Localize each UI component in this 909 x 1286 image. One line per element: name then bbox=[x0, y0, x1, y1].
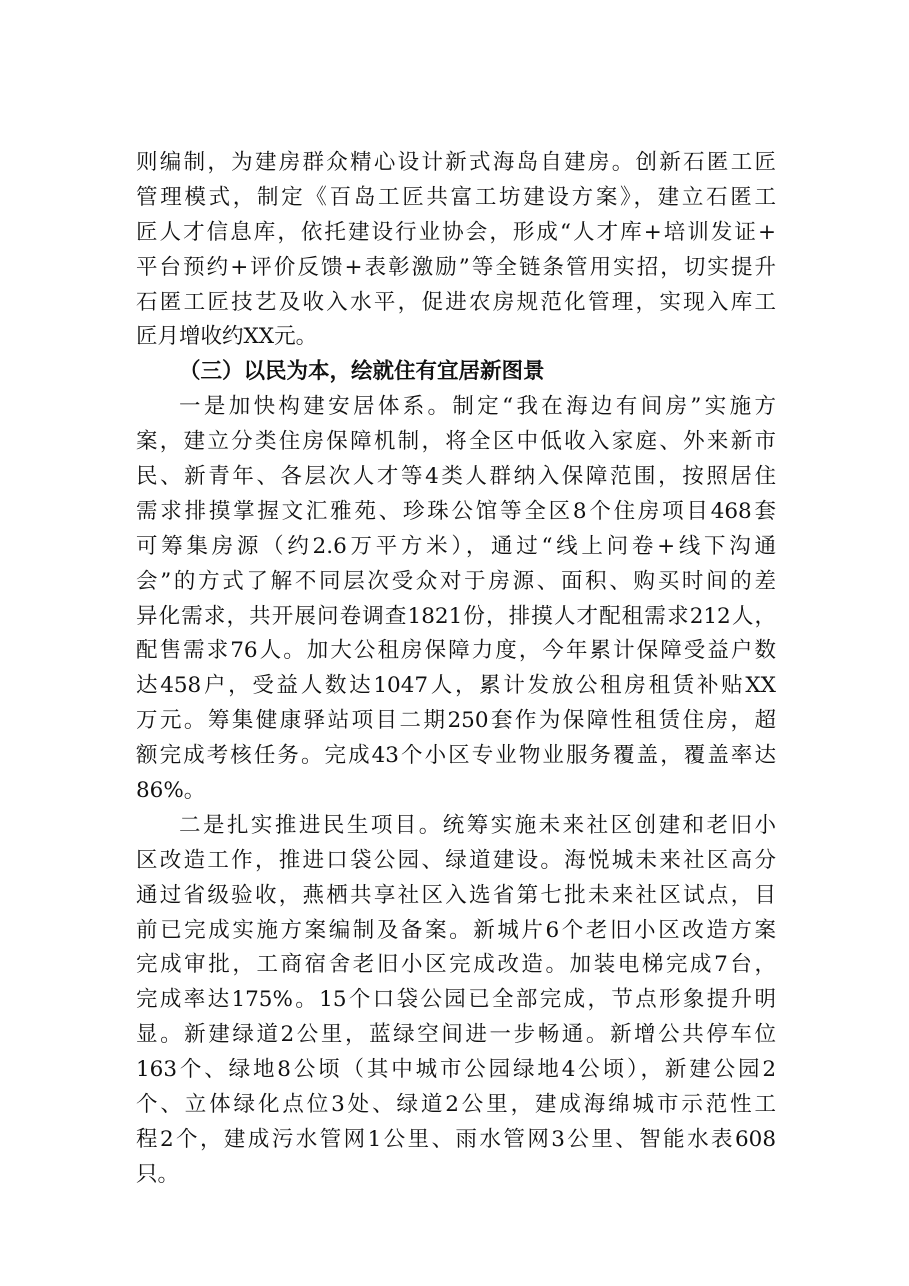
text-line: 一是加快构建安居体系。制定“我在海边有间房”实施方 bbox=[179, 394, 776, 420]
text-line: 前已完成实施方案编制及备案。新城片6个老旧小区改造方案 bbox=[136, 917, 776, 943]
text-line: 则编制，为建房群众精心设计新式海岛自建房。创新石匿工匠 bbox=[136, 150, 776, 175]
text-line: 额完成考核任务。完成43个小区专业物业服务覆盖，覆盖率达 bbox=[136, 743, 776, 769]
text-line: 二是扎实推进民生项目。统筹实施未来社区创建和老旧小 bbox=[179, 812, 776, 838]
text-line: 区改造工作，推进口袋公园、绿道建设。海悦城未来社区高分 bbox=[136, 847, 776, 873]
text-line: 石匿工匠技艺及收入水平，促进农房规范化管理，实现入库工 bbox=[136, 289, 776, 315]
text-line: 通过省级验收，燕栖共享社区入选省第七批未来社区试点，目 bbox=[136, 882, 776, 908]
text-line: 管理模式，制定《百岛工匠共富工坊建设方案》，建立石匿工 bbox=[136, 184, 776, 210]
text-line: 程2个，建成污水管网1公里、雨水管网3公里、智能水表608 bbox=[136, 1126, 776, 1152]
text-line: 匠月增收约XX元。 bbox=[136, 324, 318, 350]
text-line: 可筹集房源（约2.6万平方米），通过“线上问卷+线下沟通 bbox=[136, 533, 776, 559]
text-line: 86%。 bbox=[136, 778, 206, 804]
text-line: 达458户，受益人数达1047人，累计发放公租房租赁补贴XX bbox=[136, 673, 776, 699]
text-line: 个、立体绿化点位3处、绿道2公里，建成海绵城市示范性工 bbox=[136, 1092, 776, 1118]
paragraph-continuation bbox=[136, 146, 776, 355]
text-line: 匠人才信息库，依托建设行业协会，形成“人才库+培训发证+ bbox=[136, 219, 776, 245]
text-line: 案，建立分类住房保障机制，将全区中低收入家庭、外来新市 bbox=[136, 429, 776, 455]
section-heading: （三）以民为本，绘就住有宜居新图景 bbox=[179, 359, 545, 385]
document-page bbox=[136, 146, 776, 1193]
text-line: 显。新建绿道2公里，蓝绿空间进一步畅通。新增公共停车位 bbox=[136, 1022, 776, 1048]
text-line: 163个、绿地8公顷（其中城市公园绿地4公顷），新建公园2 bbox=[136, 1057, 776, 1083]
text-line: 民、新青年、各层次人才等4类人群纳入保障范围，按照居住 bbox=[136, 464, 776, 490]
text-line: 完成审批，工商宿舍老旧小区完成改造。加装电梯完成7台， bbox=[136, 952, 776, 978]
text-line: 完成率达175%。15个口袋公园已全部完成，节点形象提升明 bbox=[136, 987, 776, 1013]
text-line: 配售需求76人。加大公租房保障力度，今年累计保障受益户数 bbox=[136, 638, 776, 664]
text-line: 需求排摸掌握文汇雅苑、珍珠公馆等全区8个住房项目468套 bbox=[136, 498, 776, 524]
paragraph-housing-system bbox=[136, 390, 776, 809]
text-line: 会”的方式了解不同层次受众对于房源、面积、购买时间的差 bbox=[136, 568, 776, 594]
text-line: 平台预约+评价反馈+表彰激励”等全链条管用实招，切实提升 bbox=[136, 254, 776, 280]
text-line: 异化需求，共开展问卷调查1821份，排摸人才配租需求212人， bbox=[136, 603, 776, 629]
paragraph-livelihood-projects bbox=[136, 809, 776, 1193]
text-line: 万元。筹集健康驿站项目二期250套作为保障性租赁住房，超 bbox=[136, 708, 776, 734]
text-line: 只。 bbox=[136, 1161, 180, 1187]
